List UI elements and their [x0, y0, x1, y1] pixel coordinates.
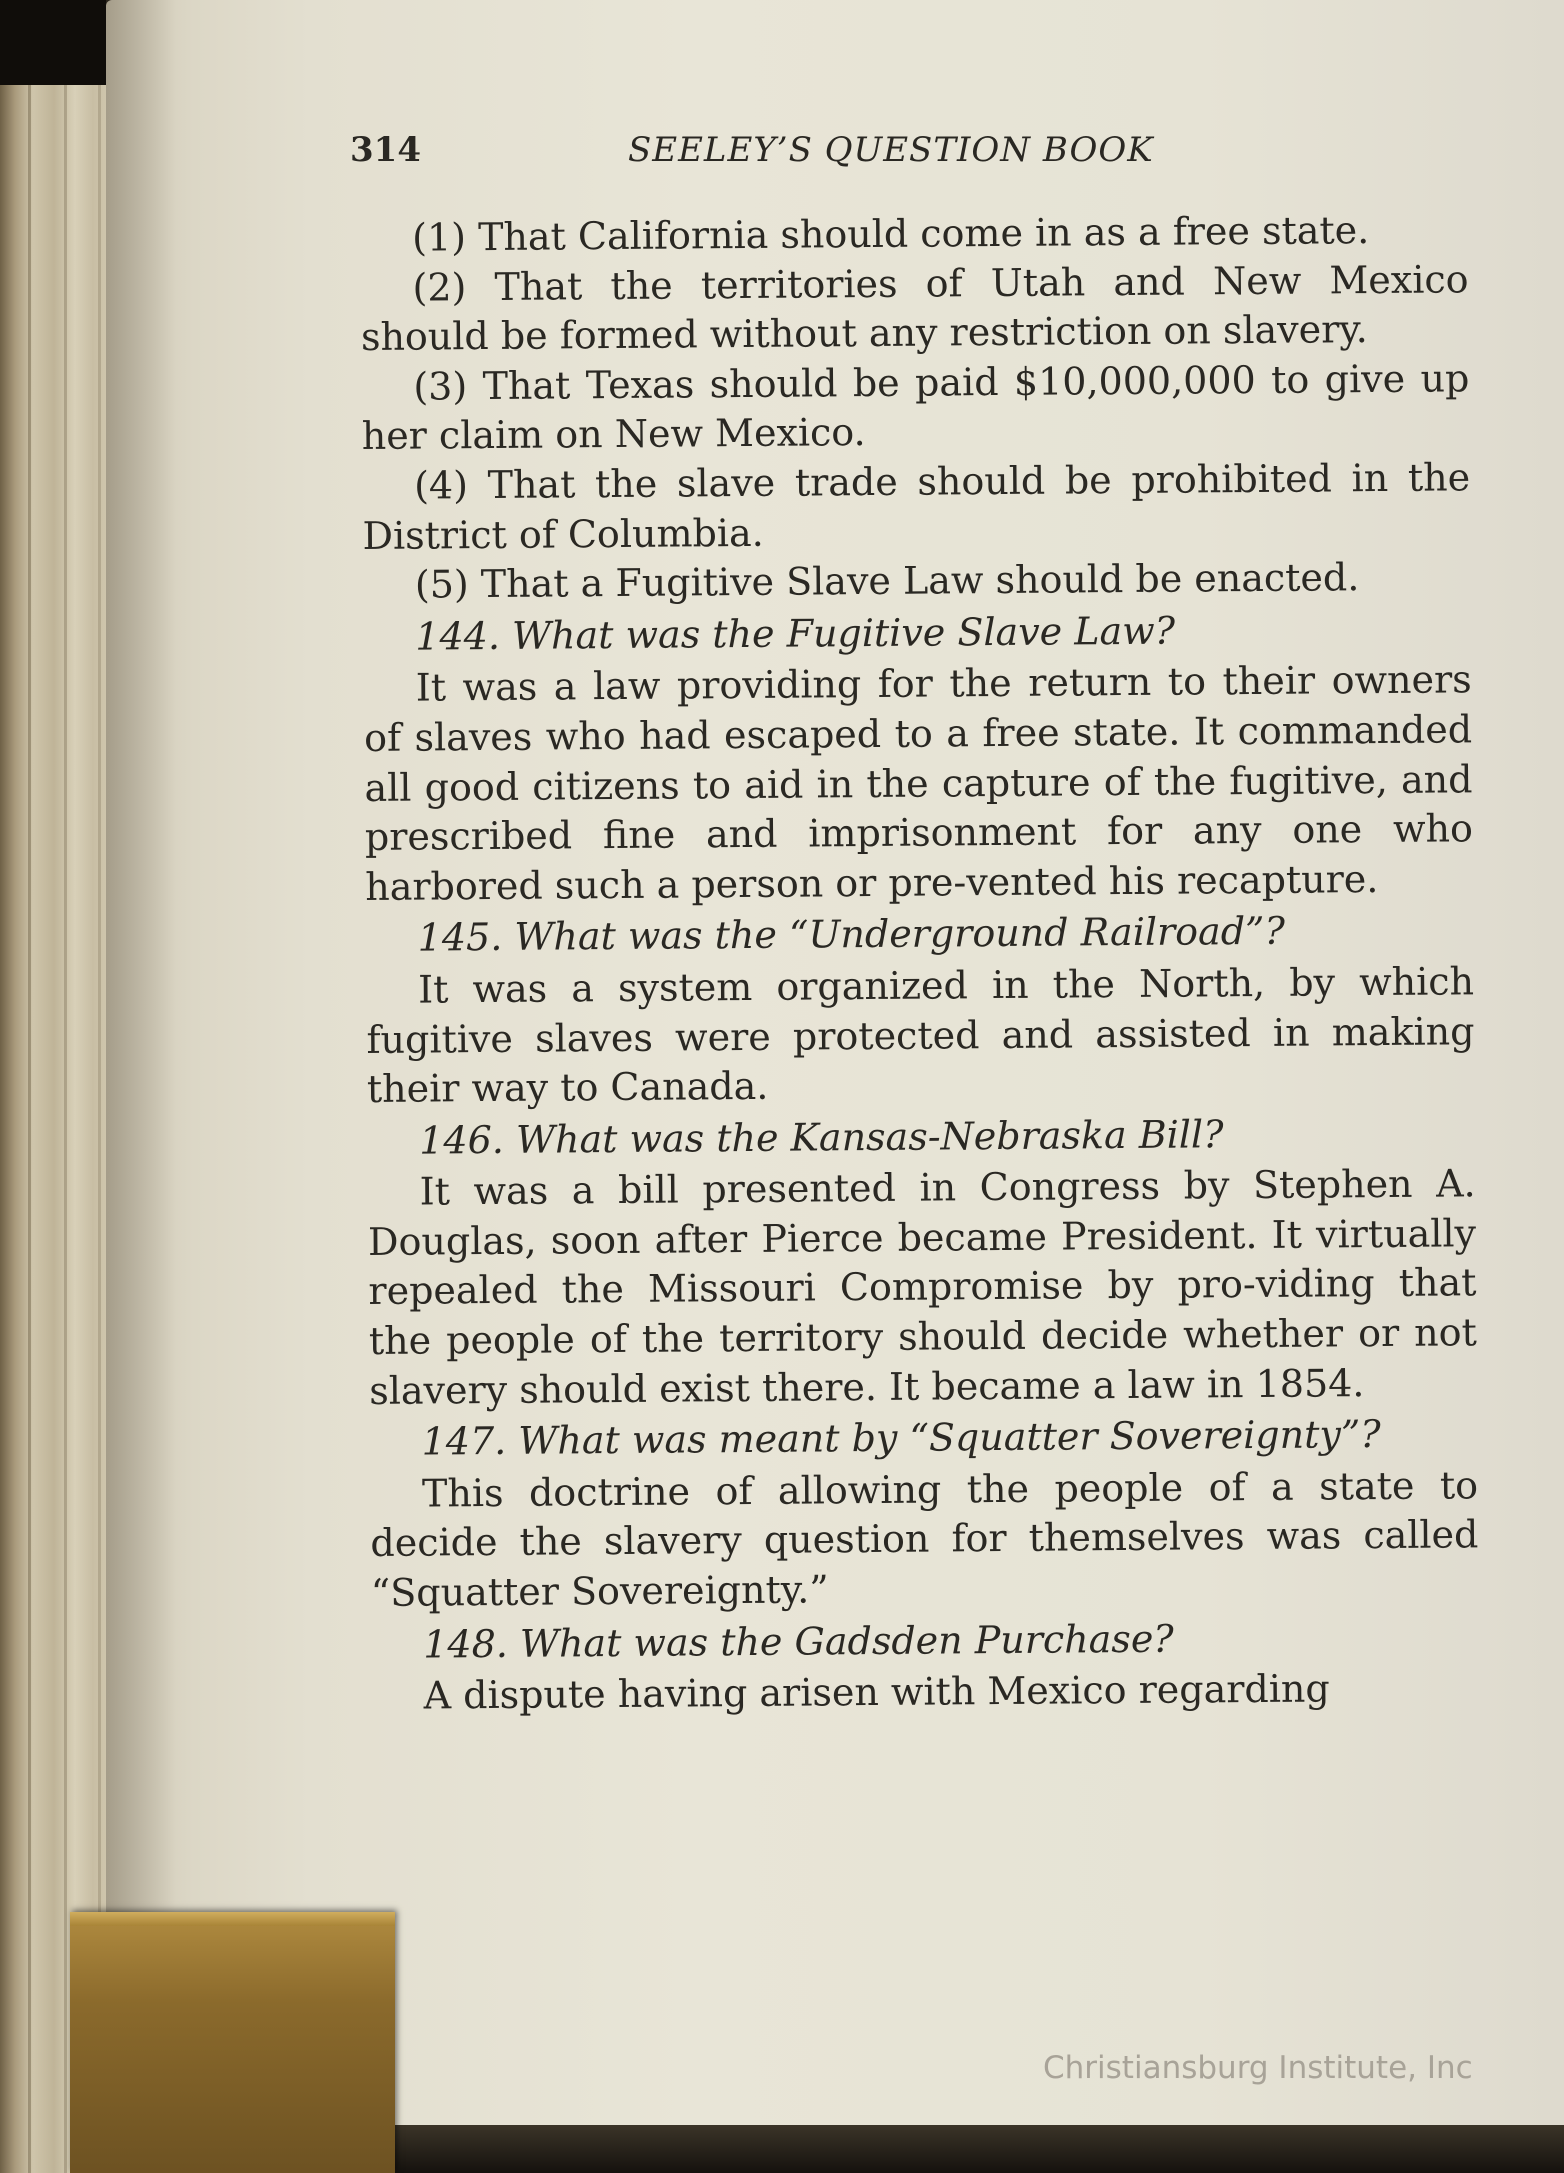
body-paragraph: It was a law providing for the return to their owners of slaves who had escaped to a free state. It commanded all good citizens to aid in the capture of the fugitive, and prescribed fine and imprisonment for any one who harbored such a person or pre-vented his recapture. — [363, 657, 1474, 909]
body-paragraph: (2) That the territories of Utah and New Mexico should be formed without any restriction on slavery. — [360, 256, 1469, 360]
body-paragraph: A dispute having arisen with Mexico regarding — [423, 1666, 1330, 1718]
page-number: 314 — [350, 130, 421, 170]
body-paragraph: This doctrine of allowing the people of a state to decide the slavery question for themselves was called “Squatter Sovereignty.” — [370, 1463, 1479, 1615]
body-paragraph: (3) That Texas should be paid $10,000,000 to give up her claim on New Mexico. — [361, 356, 1470, 459]
body-paragraph: It was a system organized in the North, by which fugitive slaves were protected and assisted in making their way to Canada. — [366, 959, 1475, 1112]
body-paragraph: (4) That the slave trade should be prohibited in the District of Columbia. — [362, 455, 1471, 558]
question-heading: 145. What was the “Underground Railroad”? — [417, 909, 1286, 960]
page-body — [360, 205, 1480, 1721]
question-heading: 146. What was the Kansas-Nebraska Bill? — [419, 1111, 1224, 1163]
body-paragraph: (5) That a Fugitive Slave Law should be enacted. — [414, 555, 1360, 607]
body-paragraph: It was a bill presented in Congress by Stephen A. Douglas, soon after Pierce became President. It virtually repealed the Missouri Compromise by pro-viding that the people of the territory should decide whether or not slavery should exist there. It became a law in 1854. — [367, 1161, 1477, 1413]
question-heading: 144. What was the Fugitive Slave Law? — [415, 608, 1176, 659]
question-heading: 147. What was meant by “Squatter Sovereignty”? — [421, 1412, 1381, 1464]
body-paragraph: (1) That California should come in as a free state. — [412, 208, 1370, 260]
question-heading: 148. What was the Gadsden Purchase? — [423, 1616, 1174, 1667]
watermark: Christiansburg Institute, Inc — [1043, 2050, 1473, 2086]
book-title: SEELEY’S QUESTION BOOK — [628, 130, 1154, 170]
